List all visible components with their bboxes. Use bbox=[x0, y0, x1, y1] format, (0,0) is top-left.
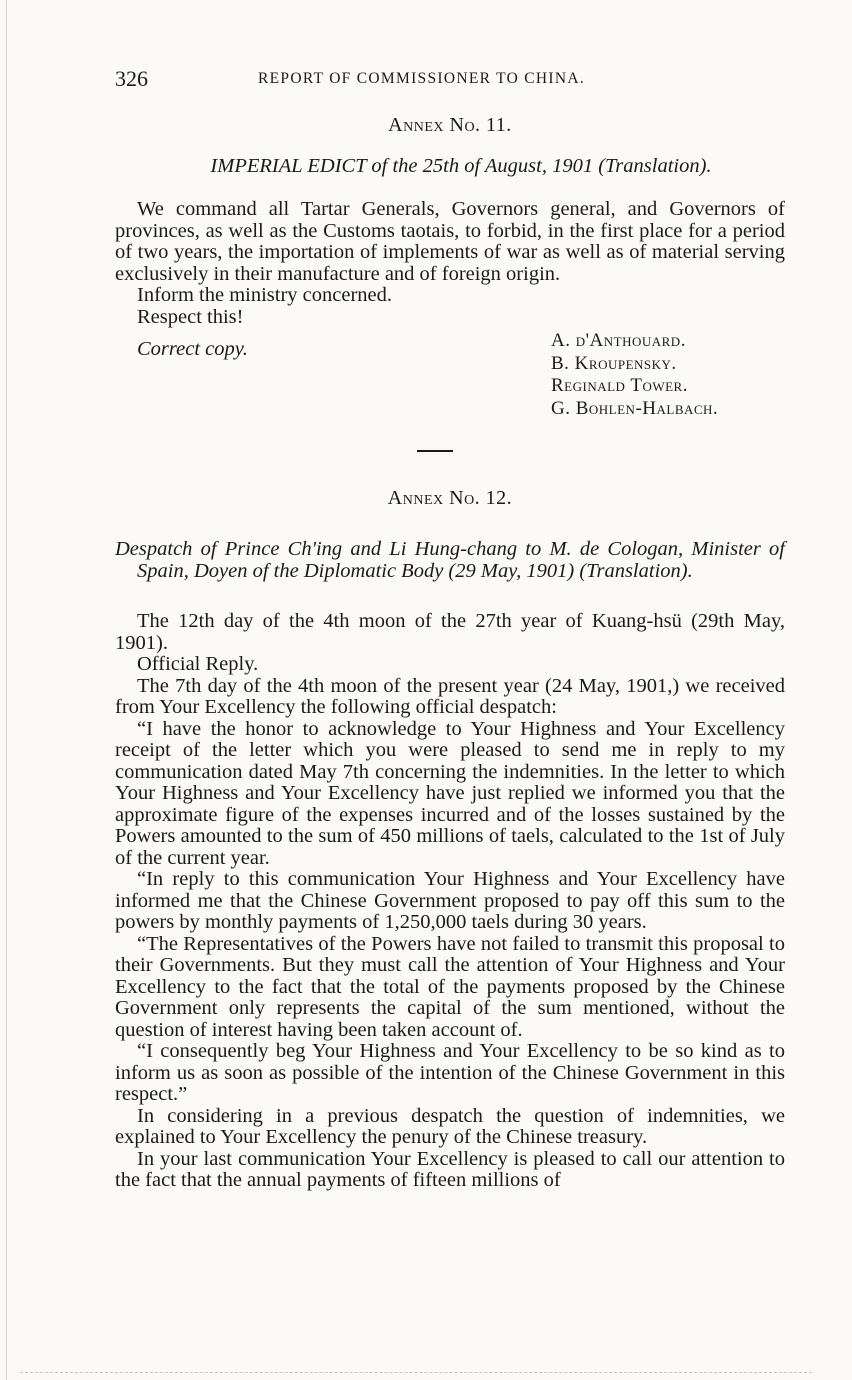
correct-copy-note: Correct copy. bbox=[137, 338, 248, 360]
signatory: Reginald Tower. bbox=[551, 375, 688, 396]
edict-line-inform: Inform the ministry concerned. bbox=[137, 284, 393, 306]
signature-block bbox=[115, 330, 785, 430]
despatch-paragraph: “In reply to this communication Your Highness and Your Excellency have informed me that the Chinese Government proposed to pay off this sum to the powers by monthly payments of 1,250,000 taels during 30 years. bbox=[115, 868, 785, 933]
page-edge bbox=[6, 0, 7, 1380]
despatch-paragraph: “The Representatives of the Powers have not failed to transmit this proposal to their Governments. But they must call the attention of Your Highness and Your Excellency to the fact that the total of the payments proposed by the Chinese Government only represents the capital of the sum mentioned, without the question of interest having been taken account of. bbox=[115, 932, 785, 1041]
despatch-paragraph: “I have the honor to acknowledge to Your Highness and Your Excellency receipt of the letter which you were pleased to send me in reply to my communication dated May 7th concerning the indemnities. In the letter to which Your Highness and Your Excellency have just replied we informed you that the approximate figure of the expenses incurred and of the losses sustained by the Powers amounted to the sum of 450 millions of taels, calculated to the 1st of July of the current year. bbox=[115, 717, 785, 869]
despatch-paragraph: Official Reply. bbox=[137, 653, 259, 675]
despatch-paragraph: In your last communication Your Excellency is pleased to call our attention to the fact that the annual payments of fifteen millions of bbox=[115, 1147, 785, 1191]
running-title: REPORT OF COMMISSIONER TO CHINA. bbox=[258, 70, 586, 87]
annex-12-title: Annex No. 12. bbox=[387, 487, 513, 509]
page-number: 326 bbox=[115, 66, 148, 91]
signatory-list bbox=[551, 330, 718, 420]
despatch-paragraph: In considering in a previous despatch the question of indemnities, we explained to Your Excellency the penury of the Chinese treasury. bbox=[115, 1104, 785, 1148]
section-divider bbox=[417, 450, 453, 452]
edict-body: We command all Tartar Generals, Governors general, and Governors of provinces, as well as the Customs taotais, to forbid, in the first place for a period of two years, the importation of implements of war as well as of material serving exclusively in their manufacture and of foreign origin. bbox=[115, 198, 785, 285]
page-header bbox=[115, 60, 785, 94]
edict-line-respect: Respect this! bbox=[137, 305, 244, 328]
despatch-paragraph: “I consequently beg Your Highness and Your Excellency to be so kind as to inform us as soon as possible of the intention of the Chinese Government in this respect.” bbox=[115, 1040, 785, 1105]
edict-title: IMPERIAL EDICT of the 25th of August, 1901 (Translation). bbox=[210, 155, 712, 177]
signatory: A. d'Anthouard. bbox=[551, 330, 686, 351]
signatory: G. Bohlen-Halbach. bbox=[551, 397, 719, 419]
signatory: B. Kroupensky. bbox=[551, 352, 677, 374]
document-page bbox=[115, 60, 785, 1192]
annex-11-title: Annex No. 11. bbox=[388, 114, 512, 136]
scan-artifact bbox=[20, 1372, 812, 1374]
despatch-paragraph: The 7th day of the 4th moon of the present year (24 May, 1901,) we received from Your Excellency the following official despatch: bbox=[115, 674, 785, 718]
despatch-paragraph: The 12th day of the 4th moon of the 27th year of Kuang-hsü (29th May, 1901). bbox=[115, 610, 785, 654]
despatch-title: Despatch of Prince Ch'ing and Li Hung-chang to M. de Cologan, Minister of Spain, Doyen of the Diplomatic Body (29 May, 1901) (Translation). bbox=[115, 538, 785, 582]
